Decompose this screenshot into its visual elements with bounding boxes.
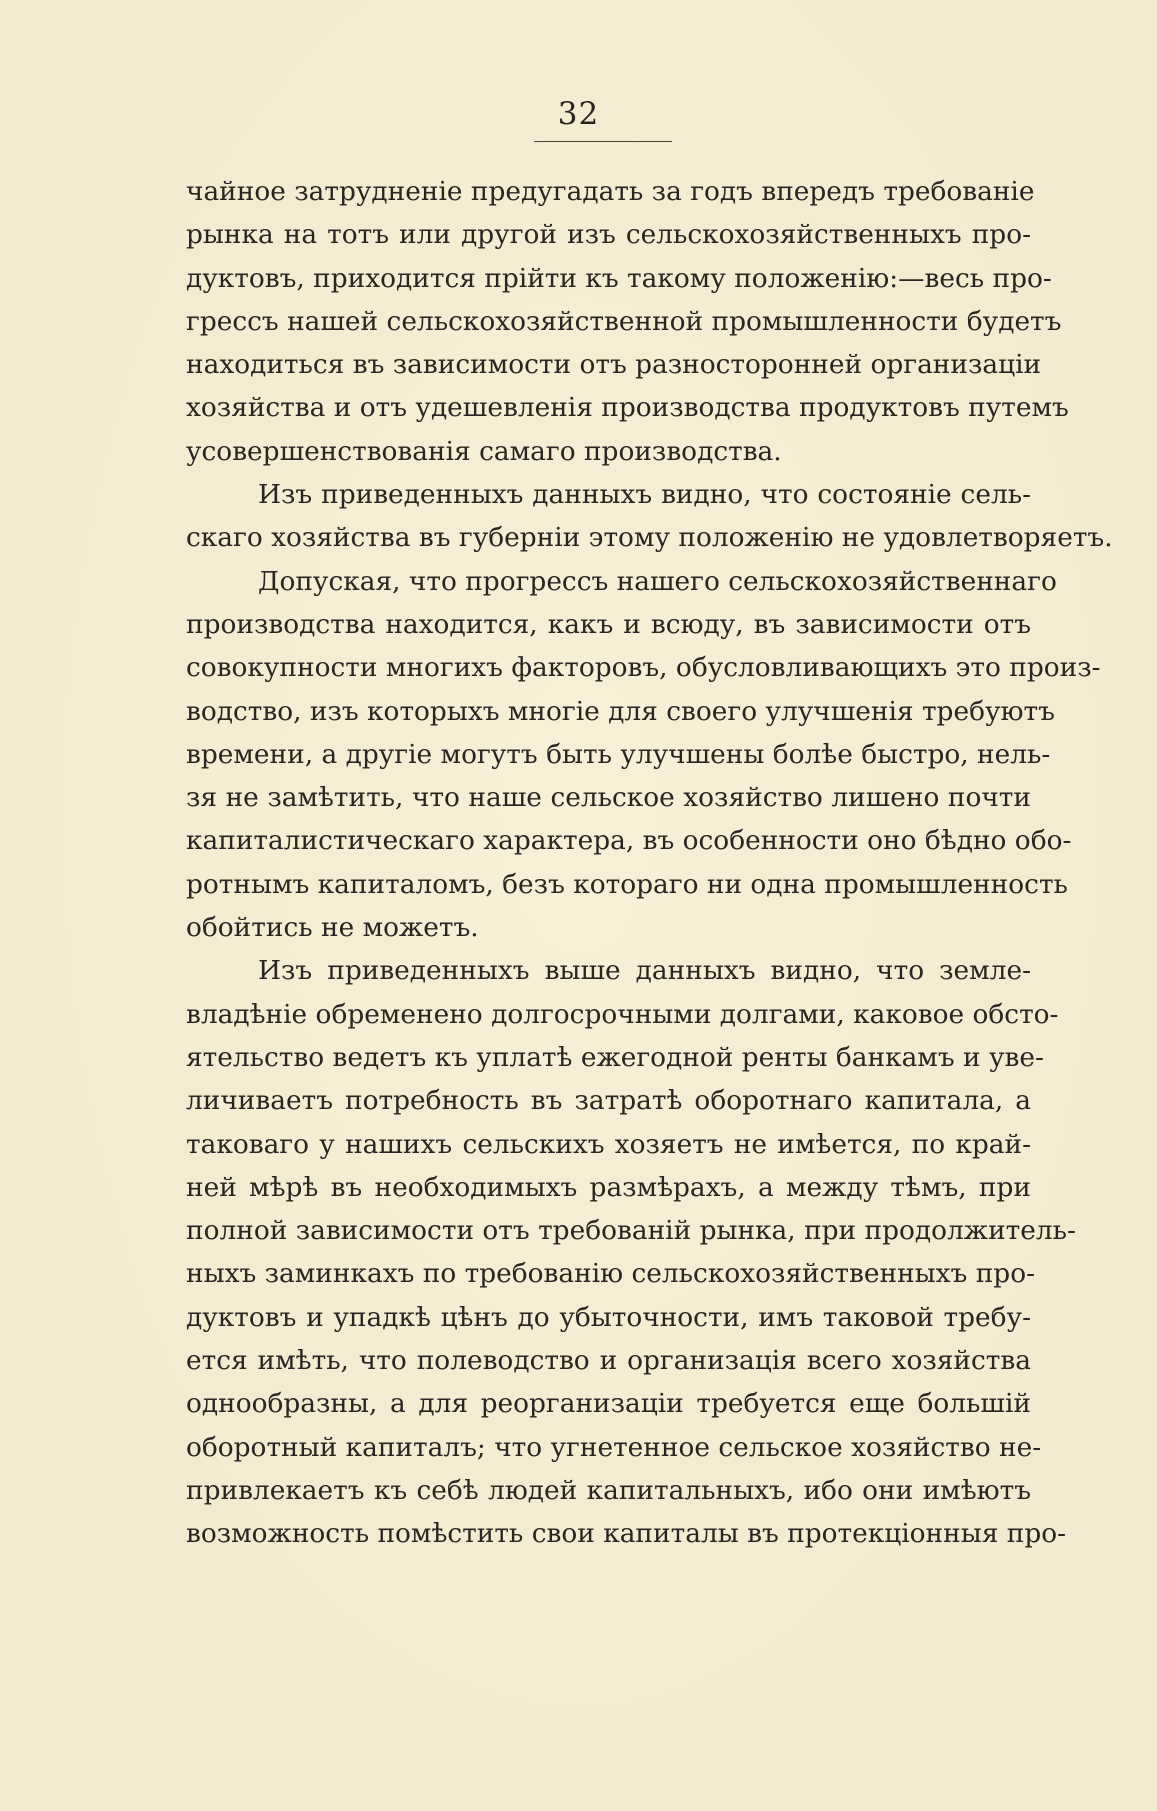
text-line: обойтись не можетъ. [186,912,479,944]
text-line: находиться въ зависимости отъ разносторонней организаціи [186,349,1042,381]
page-number-rule [534,141,672,142]
text-line: совокупности многихъ факторовъ, обусловливающихъ это произ- [186,652,1101,684]
text-line: рынка на тотъ или другой изъ сельскохозяйственныхъ про- [186,219,1031,251]
text-line: Допуская, что прогрессъ нашего сельскохозяйственнаго [258,565,1057,597]
text-line: чайное затрудненіе предугадать за годъ впередъ требованіе [186,176,1035,207]
text-line: возможность помѣстить свои капиталы въ протекціонныя про- [186,1518,1067,1550]
text-line: хозяйства и отъ удешевленія производства продуктовъ путемъ [186,392,1069,424]
text-line: ней мѣрѣ въ необходимыхъ размѣрахъ, а между тѣмъ, при [186,1171,1031,1203]
text-line: ныхъ заминкахъ по требованію сельскохозяйственныхъ про- [186,1258,1036,1290]
text-line: грессъ нашей сельскохозяйственной промышленности будетъ [186,305,1062,337]
text-line: однообразны, а для реорганизаціи требуется еще большій [186,1388,1031,1420]
text-line: дуктовъ, приходится прійти къ такому положенію:—весь про- [186,262,1052,294]
text-line: капиталистическаго характера, въ особенности оно бѣдно обо- [186,825,1072,857]
body-text [186,170,1113,1556]
text-line: привлекаетъ къ себѣ людей капитальныхъ, ибо они имѣютъ [186,1474,1031,1506]
text-line: владѣніе обременено долгосрочными долгами, каковое обсто- [186,998,1059,1030]
text-line: ротнымъ капиталомъ, безъ котораго ни одна промышленность [186,868,1068,900]
text-line: зя не замѣтить, что наше сельское хозяйство лишено почти [186,782,1031,814]
paragraph-1 [186,170,1069,473]
text-line: Изъ приведенныхъ данныхъ видно, что состояніе сель- [258,479,1031,511]
text-line: ятельство ведетъ къ уплатѣ ежегодной ренты банкамъ и уве- [186,1041,1044,1073]
paragraph-3 [186,560,1101,950]
text-line: водство, изъ которыхъ многіе для своего улучшенія требуютъ [186,695,1055,727]
text-line: дуктовъ и упадкѣ цѣнъ до убыточности, имъ таковой требу- [186,1301,1031,1333]
text-line: времени, а другіе могутъ быть улучшены болѣе быстро, нель- [186,738,1051,770]
text-line: таковаго у нашихъ сельскихъ хозяетъ не имѣется, по край- [186,1128,1031,1160]
text-line: Изъ приведенныхъ выше данныхъ видно, что земле- [258,955,1031,987]
paragraph-4 [186,949,1076,1555]
text-line: полной зависимости отъ требованій рынка, при продолжитель- [186,1215,1076,1247]
text-line: личиваетъ потребность въ затратѣ оборотнаго капитала, а [186,1085,1031,1117]
text-line: ется имѣть, что полеводство и организація всего хозяйства [186,1345,1031,1377]
paragraph-2 [186,473,1113,560]
text-line: оборотный капиталъ; что угнетенное сельское хозяйство не- [186,1431,1042,1463]
text-line: производства находится, какъ и всюду, въ зависимости отъ [186,608,1031,640]
page-number: 32 [557,96,600,132]
text-line: усовершенствованія самаго производства. [186,435,782,467]
text-line: скаго хозяйства въ губерніи этому положенію не удовлетворяетъ. [186,522,1113,554]
